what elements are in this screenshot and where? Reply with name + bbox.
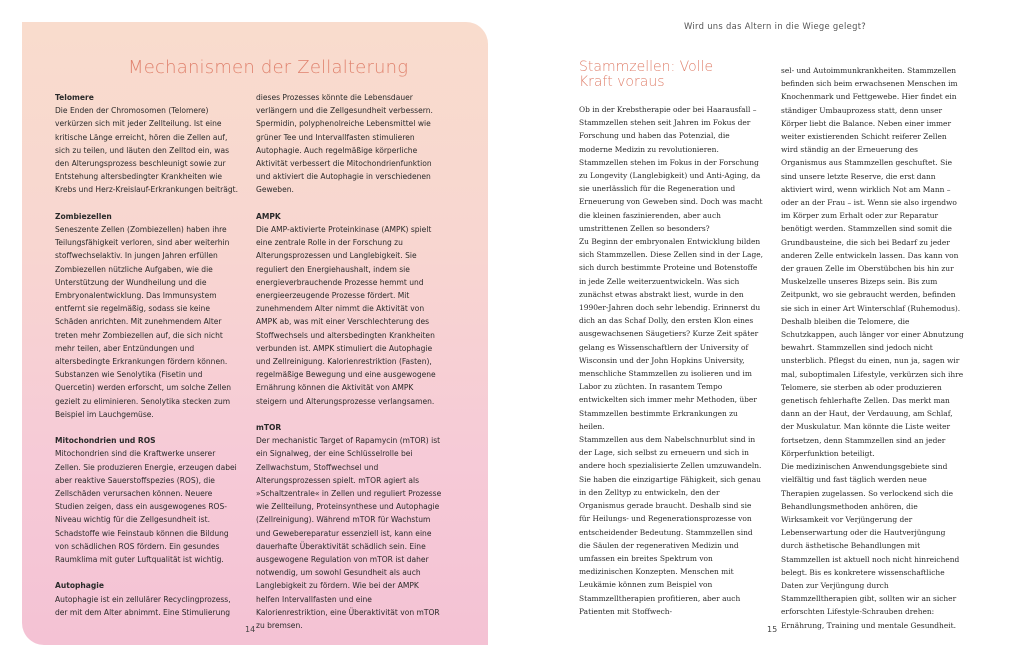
section-body: Seneszente Zellen (Zombiezellen) haben ihre Teilungsfähigkeit verloren, sind aber weiterhin stoffwechselaktiv. In jungen Jahren erfüllen Zombiezellen nützliche Aufgaben, wie die Unterstützung der Wundheilung und die Embryonalentwicklung. Das Immunsystem entfernt sie regelmäßig, sodass sie keine Schäden anrichten. Mit zunehmendem Alter treten mehr Zombiezellen auf, die sich nicht mehr teilen, aber Entzündungen und altersbedingte Erkrankungen fördern können. Substanzen wie Senolytika (Fisetin und Quercetin) werden erforscht, um solche Zellen gezielt zu eliminieren. Senolytika stecken zum Beispiel im Lauchgemüse. [55, 225, 232, 419]
running-head: Wird uns das Altern in die Wiege gelegt? [684, 21, 867, 31]
right-column-2 [781, 64, 965, 632]
section-ampk [256, 210, 442, 408]
left-page-title: Mechanismen der Zellalterung [128, 57, 409, 78]
section-mitochondrien [55, 434, 240, 566]
section-telomere [55, 91, 240, 197]
section-heading: Telomere [55, 93, 94, 102]
section-heading: Autophagie [55, 581, 104, 591]
paragraph: Stammzellen aus dem Nabelschnurblut sind in der Lage, sich selbst zu erneuern und sich in andere hoch spezialisierte Zellen umzuwandeln. Sie haben die einzigartige Fähigkeit, sich genau in den Zelltyp zu entwickeln, den der Organismus gerade braucht. Deshalb sind sie für Heilungs- und Regenerationsprozesse von entscheidender Bedeutung. Stammzellen sind die Säulen der regenerativen Medizin und umfassen ein breites Spektrum von medizinischen Konzepten. Menschen mit Leukämie können zum Beispiel von Stammzelltherapien profitieren, aber auch Patienten mit Stoffwech- [579, 435, 762, 616]
page-number-right: 15 [767, 625, 778, 634]
section-heading: Zombiezellen [55, 211, 112, 221]
section-body: Die Enden der Chromosomen (Telomere) verkürzen sich mit jeder Zellteilung. Ist eine kritische Länge erreicht, hören die Zellen auf, sich zu teilen, und läuten den Zelltod ein, was den Alterungsprozess beschleunigt sowie zur Entstehung altersbedingter Krankheiten wie Krebs und Herz-Kreislauf-Erkrankungen beiträgt. [55, 106, 238, 195]
section-body: Der mechanistic Target of Rapamycin (mTOR) ist ein Signalweg, der eine Schlüsselrolle bei Zellwachstum, Stoffwechsel und Alterungsprozessen spielt. mTOR agiert als »Schaltzentrale« in Zellen und reguliert Prozesse wie Zellteilung, Proteinsynthese und Autophagie (Zellreinigung). Während mTOR für Wachstum und Gewebereparatur essenziell ist, kann eine dauerhafte Überaktivität schädlich sein. Eine ausgewogene Regulation von mTOR ist daher notwendig, um sowohl Gesundheit als auch Langlebigkeit zu fördern. Wie bei der AMPK helfen Intervallfasten und eine Kalorienrestriktion, eine Überaktivität von mTOR zu bremsen. [256, 436, 442, 631]
section-mtor [256, 421, 442, 632]
paragraph: sel- und Autoimmunkrankheiten. Stammzellen befinden sich beim erwachsenen Menschen im Knochenmark und Fettgewebe. Hier findet ein ständiger Umbauprozess statt, denn unser Körper liebt die Balance. Neben einer immer weiter existierenden Schicht reiferer Zellen wird ständig an der Erneuerung des Organismus aus Stammzellen geschuftet. Sie sind unsere letzte Reserve, die erst dann aktiviert wird, wenn wirklich Not am Mann – oder an der Frau – ist. Wenn sie also irgendwo im Körper zum Erhalt oder zur Reparatur benötigt werden. Stammzellen sind somit die Grundbausteine, die sich bei Bedarf zu jeder anderen Zelle entwickeln lassen. Das kann von der grauen Zelle im Oberstübchen bis hin zur Muskelzelle unseres Bizeps sein. Bis zum Zeitpunkt, wo sie gebraucht werden, befinden sie sich in einer Art Winterschlaf (Ruhemodus). Deshalb bleiben die Telomere, die Schutzkappen, auch länger vor einer Abnutzung bewahrt. Stammzellen sind jedoch nicht unsterblich. Pflegst du einen, nun ja, sagen wir mal, suboptimalen Lifestyle, verkürzen sich ihre Telomere, sie sterben ab oder produzieren genetisch fehlerhafte Zellen. Das merkt man dann an der Haut, der Verdauung, am Schlaf, der Muskulatur. Man könnte die Liste weiter fortsetzen, denn Stammzellen sind an jeder Körperfunktion beteiligt. [781, 66, 964, 458]
right-column-1 [579, 103, 763, 618]
section-body: Autophagie ist ein zellulärer Recyclingprozess, der mit dem Alter abnimmt. Eine Stimulierung [55, 594, 231, 617]
section-autophagie-cont [256, 91, 442, 197]
paragraph: Ob in der Krebstherapie oder bei Haarausfall – Stammzellen stehen seit Jahren im Fokus der Forschung und haben das Potenzial, die moderne Medizin zu revolutionieren. Stammzellen stehen im Fokus in der Forschung zu Longevity (Langlebigkeit) und Anti-Aging, da sie unerlässlich für die Regeneration und Erneuerung von Geweben sind. Doch was macht die kleinen faszinierenden, aber auch umstrittenen Zellen so besonders? [579, 105, 763, 233]
section-heading: AMPK [256, 211, 281, 221]
section-body: Mitochondrien sind die Kraftwerke unserer Zellen. Sie produzieren Energie, erzeugen dabei aber reaktive Sauerstoffspezies (ROS), die Zellschäden verursachen können. Neuere Studien zeigen, dass ein ausgewogenes ROS-Niveau wichtig für die Zellgesundheit ist. Schadstoffe wie Feinstaub können die Bildung von schädlichen ROS fördern. Ein gesundes Raumklima mit guter Luftqualität ist wichtig. [55, 449, 237, 565]
paragraph: Zu Beginn der embryonalen Entwicklung bilden sich Stammzellen. Diese Zellen sind in der Lage, sich durch bestimmte Proteine und Botenstoffe in jede Zelle weiterzuentwickeln. Was sich zunächst etwas abstrakt liest, wurde in den 1990er-Jahren doch sehr lebendig. Erinnerst du dich an das Schaf Dolly, den ersten Klon eines ausgewachsenen Säugetiers? Kurze Zeit später gelang es Wissenschaftlern der University of Wisconsin und der John Hopkins University, menschliche Stammzellen zu isolieren und im Labor zu züchten. In rasantem Tempo entwickelten sich immer mehr Methoden, über Stammzellen bestimmte Erkrankungen zu heilen. [579, 237, 763, 431]
title-line-2: Kraft voraus [579, 74, 665, 90]
section-heading: Mitochondrien und ROS [55, 436, 156, 446]
section-body: dieses Prozesses könnte die Lebensdauer verlängern und die Zellgesundheit verbessern. Spermidin, polyphenolreiche Lebensmittel wie grüner Tee und Intervallfasten stimulieren Autophagie. Auch regelmäßige körperliche Aktivität verbessert die Mitochondrienfunktion und aktiviert die Autophagie in verschiedenen Geweben. [256, 93, 433, 195]
section-body: Die AMP-aktivierte Proteinkinase (AMPK) spielt eine zentrale Rolle in der Forschung zu Alterungsprozessen und Langlebigkeit. Sie reguliert den Energiehaushalt, indem sie energieverbrauchende Prozesse hemmt und energieerzeugende Prozesse fördert. Mit zunehmendem Alter nimmt die Aktivität von AMPK ab, was mit einer Verschlechterung des Stoffwechsels und altersbedingten Krankheiten verbunden ist. AMPK stimuliert die Autophagie und Zellreinigung. Kalorienrestriktion (Fasten), regelmäßige Bewegung und eine ausgewogene Ernährung können die Aktivität von AMPK steigern und Alterungsprozesse verlangsamen. [256, 225, 436, 406]
section-zombiezellen [55, 210, 240, 421]
page-number-left: 14 [245, 625, 256, 634]
title-line-1: Stammzellen: Volle [579, 59, 714, 75]
left-column-1 [55, 91, 240, 632]
section-autophagie [55, 579, 240, 619]
right-page-title [579, 60, 713, 90]
paragraph: Die medizinischen Anwendungsgebiete sind vielfältig und fast täglich werden neue Therapien zugelassen. So verlockend sich die Behandlungsmethoden anhören, die Wirksamkeit vor Verjüngerung der Lebenserwartung oder die Hautverjüngung durch ästhetische Behandlungen mit Stammzellen ist aktuell noch nicht hinreichend belegt. Bis es konkretere wissenschaftliche Daten zur Verjüngung durch Stammzelltherapien gibt, sollten wir an sicher erforschten Lifestyle-Schrauben drehen: Ernährung, Training und mentale Gesundheit. [781, 462, 960, 630]
section-heading: mTOR [256, 423, 282, 433]
left-column-2 [256, 91, 442, 645]
